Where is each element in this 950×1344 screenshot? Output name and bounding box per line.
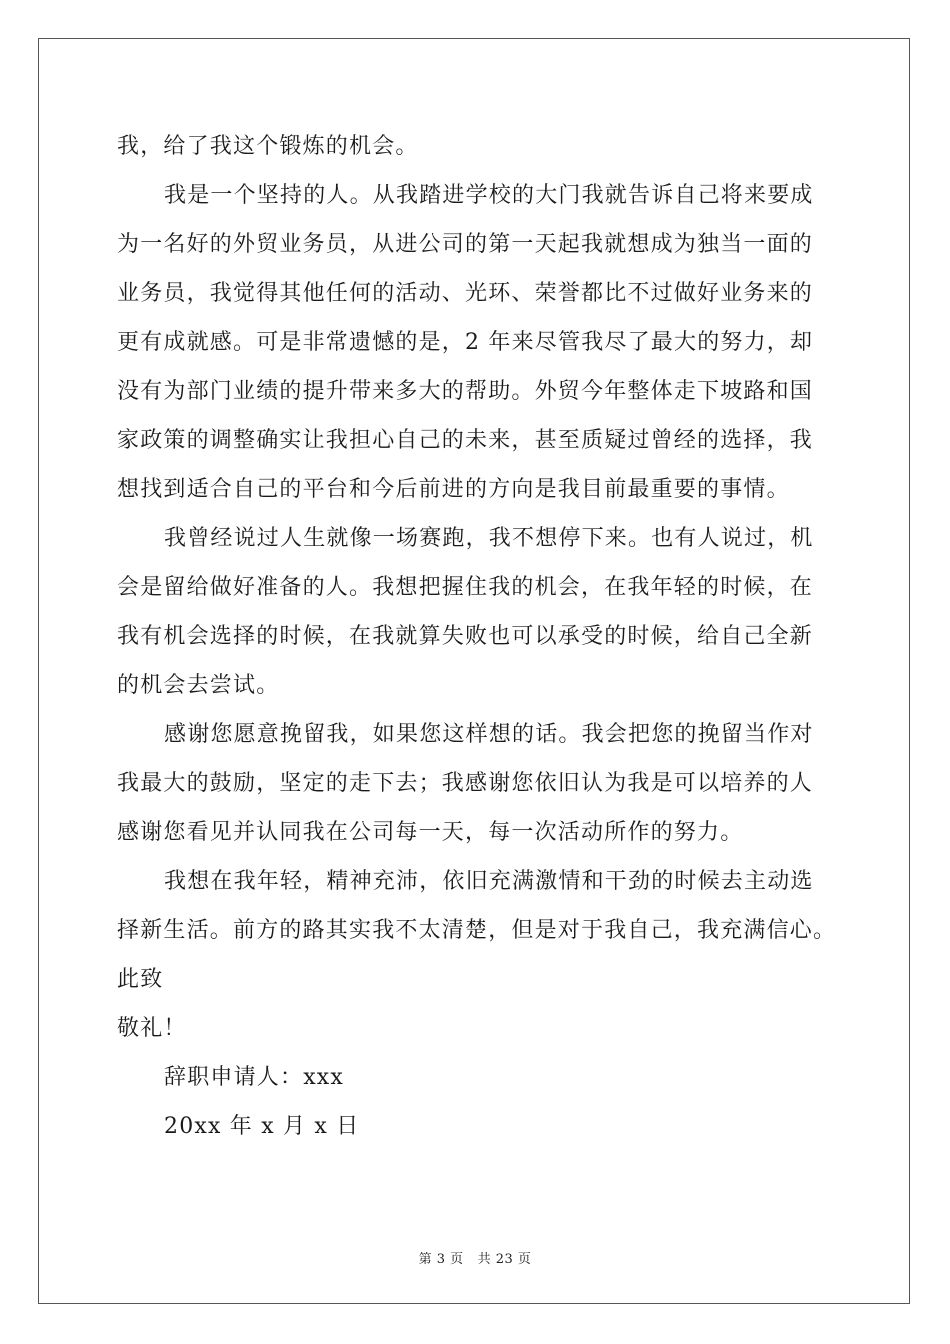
letter-line: 感谢您愿意挽留我，如果您这样想的话。我会把您的挽留当作对 bbox=[164, 722, 814, 747]
closing-regards: 敬礼！ bbox=[117, 1016, 187, 1041]
letter-line: 的机会去尝试。 bbox=[117, 673, 280, 698]
letter-line: 业务员，我觉得其他任何的活动、光环、荣誉都比不过做好业务来的 bbox=[117, 281, 814, 306]
signature-line: 辞职申请人：xxx bbox=[164, 1065, 345, 1090]
letter-line: 感谢您看见并认同我在公司每一天，每一次活动所作的努力。 bbox=[117, 820, 744, 845]
letter-line: 没有为部门业绩的提升带来多大的帮助。外贸今年整体走下坡路和国 bbox=[117, 379, 814, 404]
letter-line: 我最大的鼓励，坚定的走下去；我感谢您依旧认为我是可以培养的人 bbox=[117, 771, 814, 796]
letter-line: 想找到适合自己的平台和今后前进的方向是我目前最重要的事情。 bbox=[117, 477, 790, 502]
letter-line: 更有成就感。可是非常遗憾的是，2 年来尽管我尽了最大的努力，却 bbox=[117, 330, 814, 355]
letter-line: 我曾经说过人生就像一场赛跑，我不想停下来。也有人说过，机 bbox=[164, 526, 814, 551]
letter-line: 我想在我年轻，精神充沛，依旧充满激情和干劲的时候去主动选 bbox=[164, 869, 814, 894]
letter-body bbox=[117, 122, 837, 1151]
page-total: 共 23 页 bbox=[477, 1252, 532, 1267]
letter-line: 择新生活。前方的路其实我不太清楚，但是对于我自己，我充满信心。 bbox=[117, 918, 837, 943]
date-line: 20xx 年 x 月 x 日 bbox=[164, 1114, 360, 1139]
letter-line: 会是留给做好准备的人。我想把握住我的机会，在我年轻的时候，在 bbox=[117, 575, 814, 600]
letter-line: 为一名好的外贸业务员，从进公司的第一天起我就想成为独当一面的 bbox=[117, 232, 814, 257]
closing-salutation: 此致 bbox=[117, 967, 164, 992]
letter-line: 我是一个坚持的人。从我踏进学校的大门我就告诉自己将来要成 bbox=[164, 183, 814, 208]
letter-line: 我有机会选择的时候，在我就算失败也可以承受的时候，给自己全新 bbox=[117, 624, 814, 649]
page-footer bbox=[0, 1248, 950, 1267]
letter-line: 我，给了我这个锻炼的机会。 bbox=[117, 134, 419, 159]
letter-line: 家政策的调整确实让我担心自己的未来，甚至质疑过曾经的选择，我 bbox=[117, 428, 814, 453]
page-number: 第 3 页 bbox=[418, 1252, 464, 1267]
